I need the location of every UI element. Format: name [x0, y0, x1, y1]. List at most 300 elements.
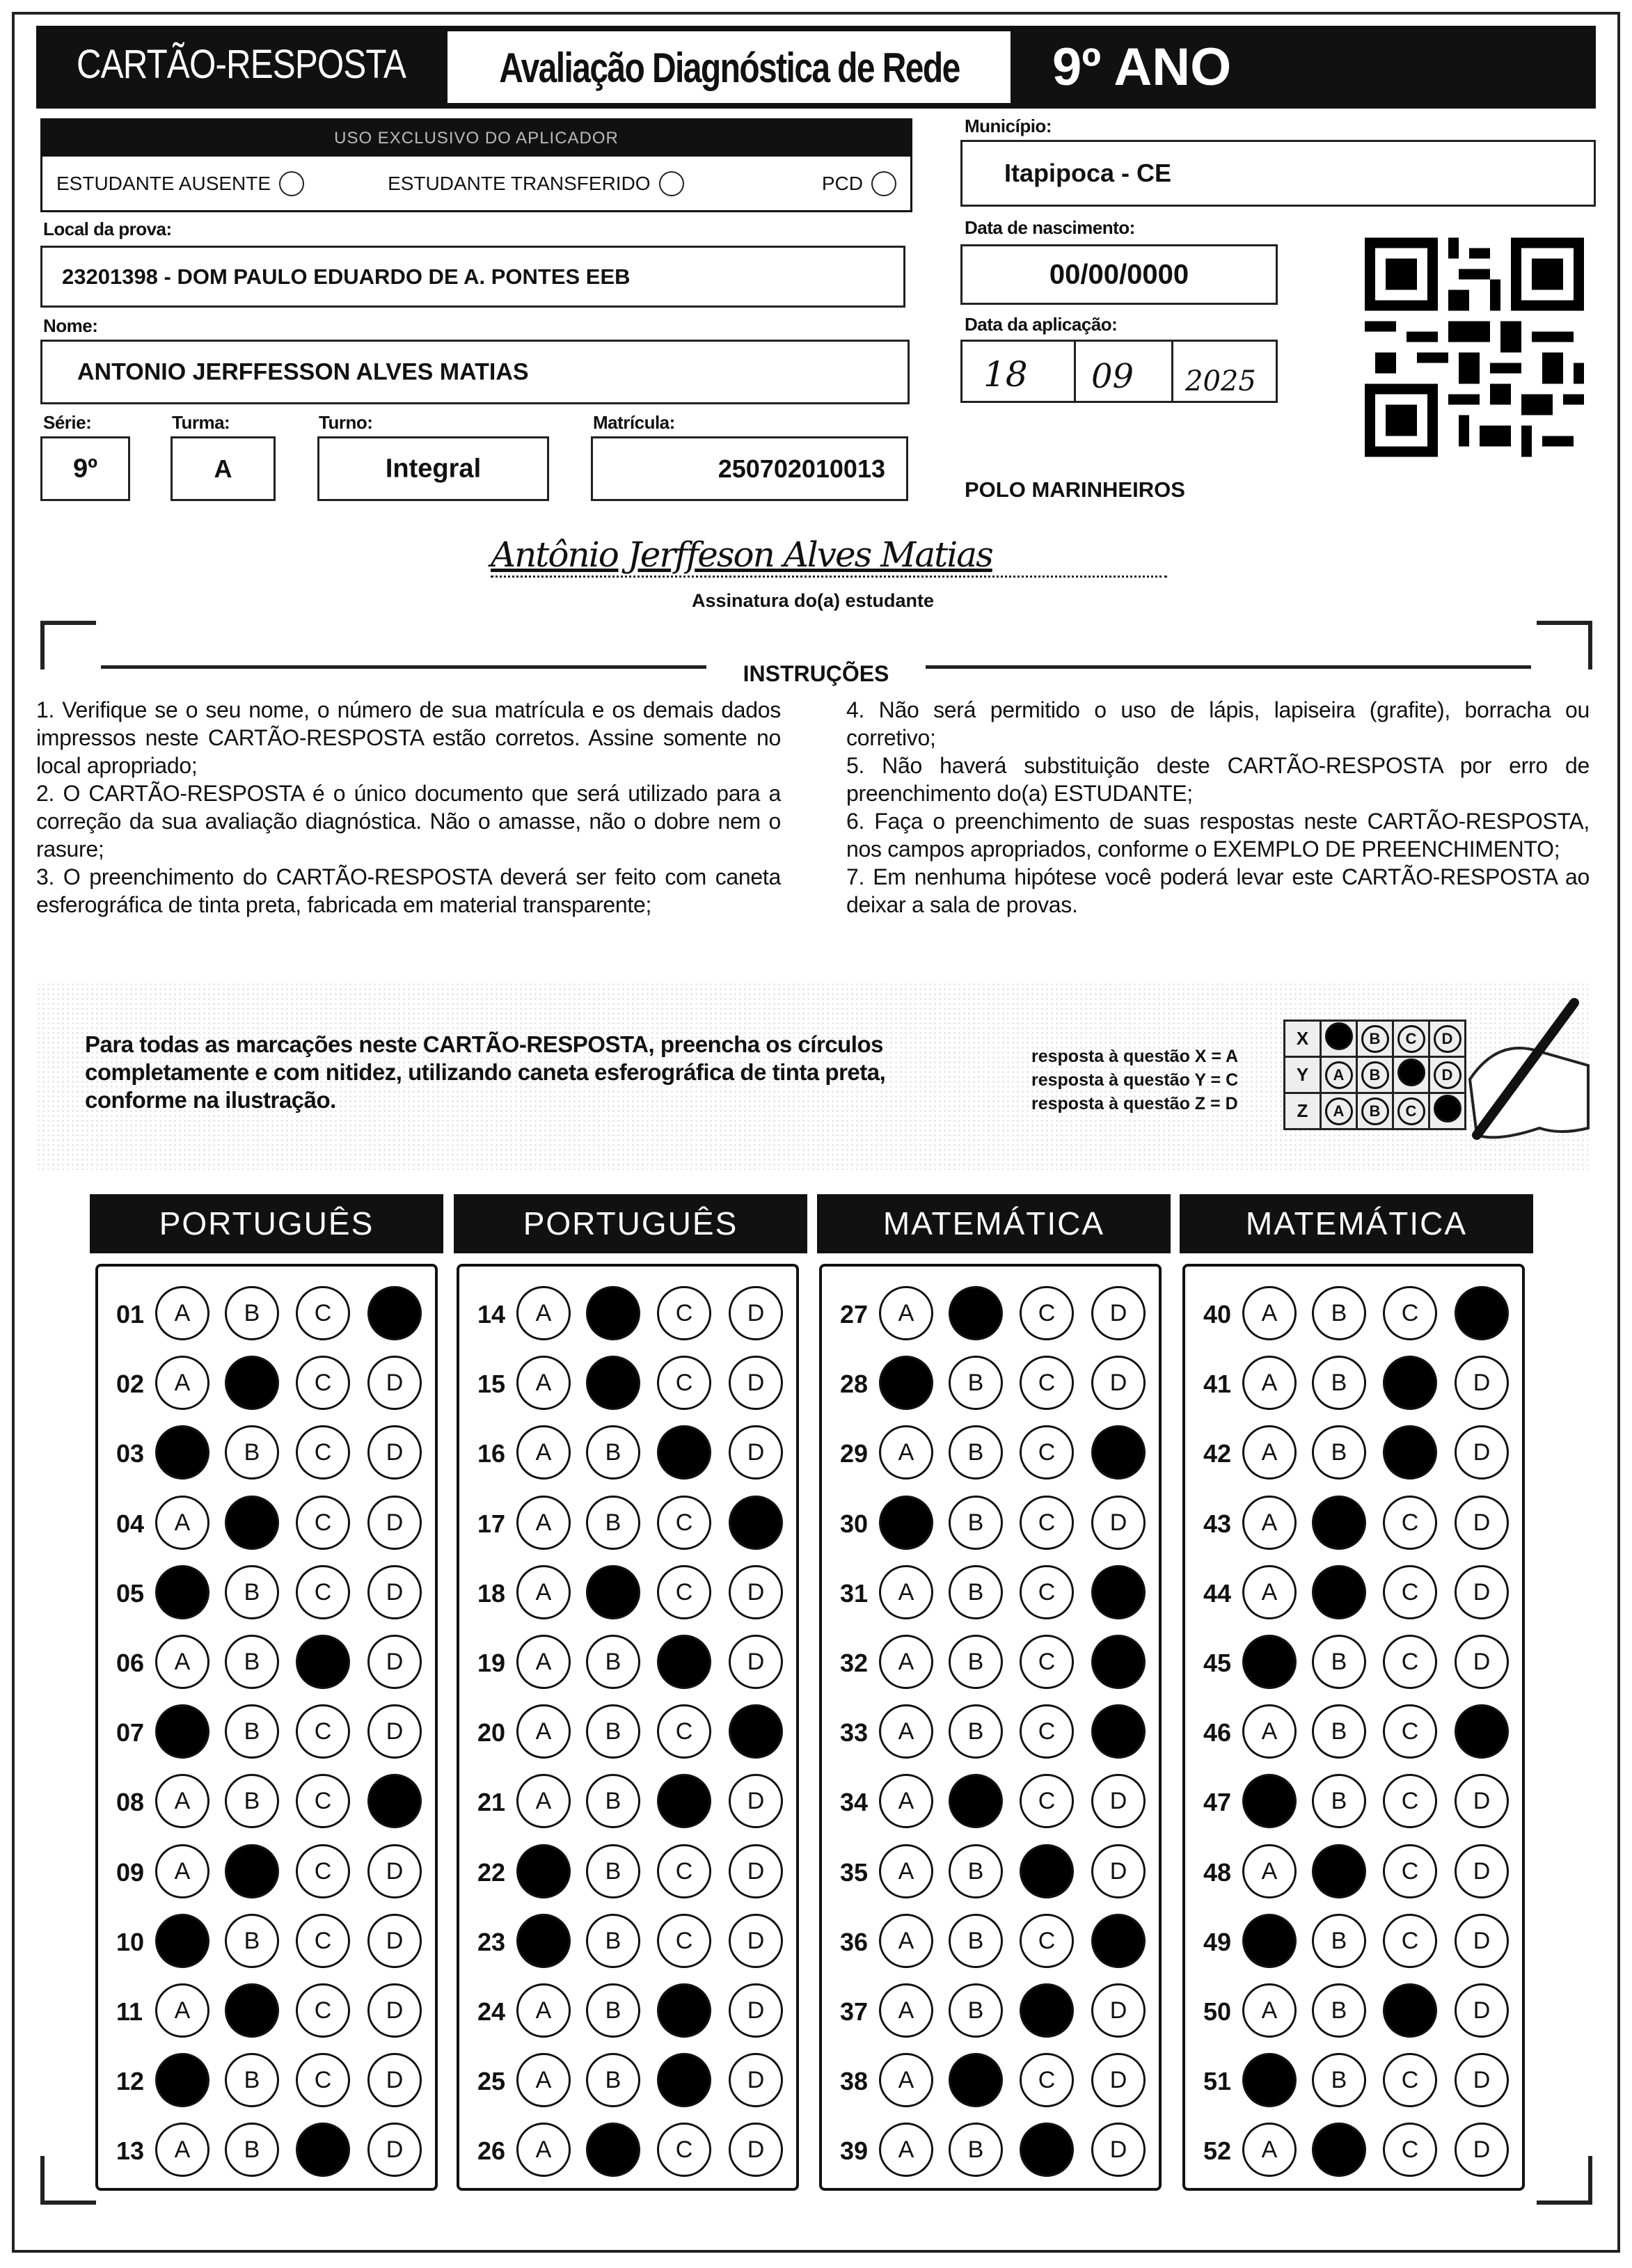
answer-bubble-a[interactable] [516, 1914, 571, 1968]
answer-bubble-c[interactable]: C [1020, 1914, 1074, 1968]
answer-bubble-d[interactable]: D [1091, 2053, 1146, 2107]
answer-bubble-c[interactable] [657, 1774, 711, 1828]
answer-row [459, 1425, 796, 1481]
answer-bubble-a[interactable]: A [155, 2123, 209, 2177]
example-bubble: B [1361, 1097, 1389, 1125]
answer-bubble-d[interactable]: D [367, 1635, 422, 1689]
answer-bubble-d[interactable]: D [367, 1983, 422, 2038]
answer-row [459, 1496, 796, 1551]
answer-bubble-b[interactable]: B [225, 1914, 279, 1968]
answer-bubble-d[interactable]: D [367, 1356, 422, 1410]
question-number: 01 [116, 1300, 145, 1329]
turno-field [317, 436, 549, 501]
answer-bubble-a[interactable]: A [516, 1286, 571, 1340]
answer-bubble-c[interactable] [1020, 1844, 1074, 1898]
answer-bubble-d[interactable]: D [729, 1983, 783, 2038]
example-question-label: Y [1285, 1057, 1321, 1093]
answer-bubble-d[interactable]: D [1091, 1983, 1146, 2038]
answer-row [1185, 1704, 1522, 1760]
answer-bubble-c[interactable]: C [1383, 1774, 1437, 1828]
answer-bubble-a[interactable]: A [879, 1774, 933, 1828]
answer-bubble-a[interactable]: A [516, 2123, 571, 2177]
answer-bubble-b[interactable] [1312, 1565, 1366, 1619]
question-number: 50 [1203, 1997, 1232, 2026]
answer-bubble-b[interactable]: B [949, 1844, 1003, 1898]
example-answer-x: resposta à questão X = A [1031, 1047, 1239, 1066]
answer-bubble-b[interactable] [586, 1286, 640, 1340]
answer-bubble-d[interactable]: D [1455, 1356, 1509, 1410]
answer-bubble-a[interactable]: A [155, 1356, 209, 1410]
answer-bubble-b[interactable]: B [949, 1635, 1003, 1689]
pcd-bubble[interactable] [871, 171, 896, 196]
application-year: 2025 [1185, 365, 1256, 397]
question-number: 49 [1203, 1927, 1232, 1956]
answer-bubble-a[interactable] [1242, 1914, 1297, 1968]
answer-bubble-c[interactable]: C [296, 1496, 350, 1550]
answer-bubble-d[interactable]: D [1455, 1774, 1509, 1828]
answer-bubble-a[interactable] [155, 1914, 209, 1968]
question-number: 37 [840, 1997, 869, 2026]
divider [926, 665, 1531, 669]
answer-bubble-a[interactable] [516, 1844, 571, 1898]
birthdate-value: 00/00/0000 [1049, 259, 1189, 290]
answer-bubble-d[interactable] [1091, 1425, 1146, 1480]
question-number: 34 [840, 1788, 869, 1817]
answer-bubble-c[interactable] [657, 2053, 711, 2107]
answer-bubble-a[interactable] [155, 2053, 209, 2107]
question-number: 05 [116, 1578, 145, 1608]
answer-bubble-c[interactable] [1020, 1983, 1074, 2038]
question-number: 12 [116, 2067, 145, 2096]
answer-bubble-d[interactable] [1091, 1704, 1146, 1759]
answer-bubble-c[interactable]: C [657, 1914, 711, 1968]
answer-bubble-c[interactable]: C [296, 1914, 350, 1968]
answer-bubble-c[interactable]: C [296, 2053, 350, 2107]
answer-bubble-d[interactable]: D [1455, 1425, 1509, 1480]
turma-field [171, 436, 276, 501]
answer-bubble-c[interactable]: C [1020, 1774, 1074, 1828]
answer-bubble-b[interactable]: B [949, 2123, 1003, 2177]
question-number: 09 [116, 1857, 145, 1887]
answer-bubble-b[interactable]: B [586, 1425, 640, 1480]
answer-bubble-b[interactable]: B [949, 1704, 1003, 1759]
question-number: 16 [477, 1439, 506, 1468]
answer-bubble-d[interactable]: D [1455, 1914, 1509, 1968]
answer-row [459, 2123, 796, 2178]
answer-bubble-c[interactable]: C [296, 1774, 350, 1828]
answer-bubble-c[interactable]: C [296, 1356, 350, 1410]
answer-bubble-b[interactable]: B [586, 2053, 640, 2107]
answer-bubble-b[interactable]: B [1312, 1774, 1366, 1828]
answer-bubble-b[interactable]: B [225, 1704, 279, 1759]
answer-bubble-b[interactable] [949, 2053, 1003, 2107]
answer-bubble-a[interactable]: A [879, 1565, 933, 1619]
answer-row [459, 1774, 796, 1830]
answer-bubble-b[interactable]: B [586, 1496, 640, 1550]
answer-row [459, 1286, 796, 1342]
answer-bubble-a[interactable]: A [1242, 1565, 1297, 1619]
answer-bubble-a[interactable]: A [516, 1774, 571, 1828]
matricula-field [591, 436, 908, 501]
example-cell [1321, 1021, 1357, 1057]
answer-bubble-d[interactable]: D [367, 2123, 422, 2177]
answer-bubble-d[interactable]: D [367, 1565, 422, 1619]
answer-bubble-d[interactable]: D [729, 2123, 783, 2177]
answer-bubble-d[interactable]: D [1455, 2123, 1509, 2177]
answer-bubble-c[interactable]: C [657, 1704, 711, 1759]
question-number: 20 [477, 1718, 506, 1747]
answer-bubble-c[interactable]: C [1020, 1286, 1074, 1340]
answer-bubble-d[interactable]: D [367, 1496, 422, 1550]
question-number: 52 [1203, 2136, 1232, 2166]
example-cell [1357, 1057, 1393, 1093]
answer-row [459, 1704, 796, 1760]
answer-bubble-a[interactable]: A [879, 1914, 933, 1968]
example-bubble [1325, 1022, 1353, 1050]
answer-bubble-b[interactable]: B [949, 1496, 1003, 1550]
answer-bubble-d[interactable]: D [729, 2053, 783, 2107]
answer-bubble-a[interactable]: A [879, 1983, 933, 2038]
answer-bubble-c[interactable] [657, 1425, 711, 1480]
answer-bubble-b[interactable]: B [225, 2053, 279, 2107]
answer-bubble-d[interactable]: D [367, 1914, 422, 1968]
question-number: 21 [477, 1788, 506, 1817]
answer-bubble-a[interactable]: A [516, 1983, 571, 2038]
answer-bubble-b[interactable]: B [949, 1565, 1003, 1619]
answer-bubble-b[interactable] [1312, 1496, 1366, 1550]
question-number: 47 [1203, 1788, 1232, 1817]
answer-bubble-b[interactable] [586, 1565, 640, 1619]
answer-bubble-d[interactable]: D [729, 1565, 783, 1619]
answer-bubble-c[interactable]: C [657, 1356, 711, 1410]
answer-bubble-a[interactable]: A [516, 2053, 571, 2107]
answer-bubble-c[interactable]: C [1020, 1704, 1074, 1759]
answer-bubble-d[interactable]: D [729, 1774, 783, 1828]
answer-row [822, 1983, 1159, 2039]
answer-bubble-c[interactable]: C [657, 1844, 711, 1898]
answer-bubble-a[interactable] [879, 1356, 933, 1410]
answer-row [822, 1914, 1159, 1969]
answer-bubble-d[interactable]: D [1091, 1496, 1146, 1550]
question-number: 44 [1203, 1578, 1232, 1608]
answer-bubble-d[interactable]: D [367, 1844, 422, 1898]
section-header: PORTUGUÊS [454, 1194, 807, 1253]
answer-bubble-a[interactable] [155, 1425, 209, 1480]
answer-bubble-d[interactable]: D [729, 1286, 783, 1340]
answer-bubble-b[interactable] [586, 1356, 640, 1410]
answer-bubble-a[interactable]: A [155, 1983, 209, 2038]
answer-bubble-a[interactable] [155, 1704, 209, 1759]
answer-row [1185, 1914, 1522, 1969]
answer-bubble-b[interactable]: B [1312, 1286, 1366, 1340]
answer-bubble-c[interactable] [1383, 1425, 1437, 1480]
answer-bubble-c[interactable]: C [657, 1286, 711, 1340]
answer-bubble-a[interactable] [879, 1496, 933, 1550]
answer-bubble-a[interactable]: A [1242, 1286, 1297, 1340]
example-cell [1321, 1057, 1357, 1093]
answer-bubble-c[interactable]: C [1020, 1496, 1074, 1550]
answer-bubble-a[interactable]: A [516, 1704, 571, 1759]
answer-bubble-d[interactable]: D [1091, 1356, 1146, 1410]
answer-bubble-c[interactable]: C [657, 1496, 711, 1550]
answer-bubble-c[interactable]: C [1383, 1286, 1437, 1340]
answer-bubble-b[interactable]: B [949, 1356, 1003, 1410]
answer-bubble-d[interactable] [1455, 1704, 1509, 1759]
example-bubble: B [1361, 1025, 1389, 1053]
answer-row [1185, 1286, 1522, 1342]
answer-bubble-d[interactable]: D [1455, 1635, 1509, 1689]
signature-line [491, 522, 1167, 578]
answer-bubble-a[interactable]: A [155, 1635, 209, 1689]
answer-bubble-a[interactable]: A [1242, 2123, 1297, 2177]
answer-bubble-d[interactable] [1091, 1565, 1146, 1619]
answer-bubble-c[interactable]: C [1383, 2053, 1437, 2107]
answer-bubble-b[interactable]: B [1312, 1914, 1366, 1968]
answer-bubble-b[interactable]: B [225, 1774, 279, 1828]
example-cell [1393, 1057, 1429, 1093]
question-number: 38 [840, 2067, 869, 2096]
answer-row [98, 2123, 435, 2178]
answer-bubble-a[interactable]: A [1242, 1983, 1297, 2038]
question-number: 04 [116, 1509, 145, 1538]
answer-bubble-c[interactable]: C [296, 1565, 350, 1619]
serie-label: Série: [43, 412, 92, 433]
answer-row [459, 1983, 796, 2039]
answer-bubble-b[interactable]: B [225, 1425, 279, 1480]
answer-bubble-d[interactable]: D [367, 1704, 422, 1759]
example-cell [1357, 1093, 1393, 1129]
answer-bubble-a[interactable]: A [155, 1286, 209, 1340]
question-number: 06 [116, 1649, 145, 1677]
answer-bubble-b[interactable]: B [949, 1914, 1003, 1968]
answer-bubble-b[interactable] [949, 1774, 1003, 1828]
answer-bubble-b[interactable]: B [225, 1565, 279, 1619]
answer-bubble-b[interactable] [949, 1286, 1003, 1340]
answer-bubble-c[interactable]: C [296, 1983, 350, 2038]
question-number: 23 [477, 1927, 506, 1956]
question-number: 13 [116, 2136, 145, 2166]
answer-bubble-b[interactable] [225, 1844, 279, 1898]
absent-bubble[interactable] [279, 171, 304, 196]
answer-bubble-b[interactable]: B [225, 1286, 279, 1340]
answer-row [822, 1635, 1159, 1690]
answer-row [98, 2053, 435, 2109]
answer-bubble-d[interactable]: D [1455, 1565, 1509, 1619]
question-number: 48 [1203, 1857, 1232, 1887]
answer-bubble-c[interactable] [1383, 1356, 1437, 1410]
answer-bubble-c[interactable]: C [1020, 1425, 1074, 1480]
answer-bubble-b[interactable]: B [1312, 2053, 1366, 2107]
turma-label: Turma: [172, 412, 230, 433]
corner-mark [40, 621, 96, 669]
answer-bubble-a[interactable]: A [1242, 1356, 1297, 1410]
answer-bubble-c[interactable]: C [296, 1286, 350, 1340]
answer-bubble-a[interactable]: A [879, 2053, 933, 2107]
answer-bubble-c[interactable]: C [1020, 2053, 1074, 2107]
answer-bubble-c[interactable]: C [1383, 1635, 1437, 1689]
answer-bubble-a[interactable]: A [155, 1774, 209, 1828]
answer-bubble-c[interactable] [296, 2123, 350, 2177]
answer-bubble-a[interactable] [155, 1565, 209, 1619]
evaluation-title: Avaliação Diagnóstica de Rede [498, 45, 960, 91]
answer-bubble-b[interactable]: B [586, 1844, 640, 1898]
answer-bubble-b[interactable] [1312, 2123, 1366, 2177]
answer-bubble-a[interactable]: A [516, 1565, 571, 1619]
application-month: 09 [1091, 357, 1134, 396]
answer-bubble-d[interactable]: D [1455, 1983, 1509, 2038]
answer-bubble-d[interactable] [1455, 1286, 1509, 1340]
answer-bubble-b[interactable]: B [1312, 1425, 1366, 1480]
answer-bubble-c[interactable]: C [1020, 1356, 1074, 1410]
example-section [36, 982, 1588, 1170]
answer-bubble-a[interactable]: A [1242, 1844, 1297, 1898]
answer-bubble-d[interactable]: D [367, 1425, 422, 1480]
answer-bubble-d[interactable]: D [729, 1356, 783, 1410]
answer-bubble-c[interactable]: C [296, 1425, 350, 1480]
answer-bubble-c[interactable]: C [1383, 1704, 1437, 1759]
example-bubble: C [1397, 1025, 1425, 1053]
answer-bubble-b[interactable]: B [586, 1914, 640, 1968]
answer-bubble-b[interactable]: B [949, 1425, 1003, 1480]
answer-bubble-b[interactable]: B [1312, 1635, 1366, 1689]
answer-bubble-a[interactable]: A [879, 1286, 933, 1340]
answer-bubble-d[interactable]: D [1091, 2123, 1146, 2177]
answer-bubble-c[interactable]: C [1383, 2123, 1437, 2177]
answer-bubble-b[interactable]: B [586, 1983, 640, 2038]
answer-bubble-c[interactable]: C [1383, 1565, 1437, 1619]
answer-bubble-a[interactable] [1242, 1635, 1297, 1689]
answer-bubble-d[interactable]: D [1455, 1844, 1509, 1898]
answer-bubble-c[interactable]: C [1020, 1635, 1074, 1689]
answer-bubble-d[interactable] [1091, 1635, 1146, 1689]
answer-bubble-d[interactable] [729, 1496, 783, 1550]
answer-row [459, 1356, 796, 1411]
answer-bubble-a[interactable]: A [879, 1635, 933, 1689]
question-number: 17 [477, 1509, 506, 1538]
example-answers [1031, 1045, 1238, 1116]
answer-bubble-a[interactable]: A [516, 1496, 571, 1550]
answer-bubble-c[interactable]: C [296, 1704, 350, 1759]
answer-bubble-c[interactable]: C [1383, 1844, 1437, 1898]
answer-bubble-d[interactable]: D [729, 1635, 783, 1689]
answer-bubble-a[interactable]: A [155, 1844, 209, 1898]
answer-bubble-b[interactable]: B [225, 2123, 279, 2177]
transferred-bubble[interactable] [659, 171, 684, 196]
answer-bubble-c[interactable] [657, 1983, 711, 2038]
answer-bubble-d[interactable]: D [729, 1914, 783, 1968]
question-number: 07 [116, 1718, 145, 1747]
answer-bubble-a[interactable]: A [1242, 1425, 1297, 1480]
answer-bubble-b[interactable]: B [586, 1704, 640, 1759]
example-text: Para todas as marcações neste CARTÃO-RESPOSTA, preencha os círculos completamente e com nitidez, utilizando caneta esferográfica de tinta preta, conforme na ilustração. [85, 1031, 886, 1113]
answer-bubble-b[interactable] [1312, 1844, 1366, 1898]
answer-bubble-a[interactable]: A [1242, 1704, 1297, 1759]
answer-bubble-c[interactable]: C [657, 2123, 711, 2177]
example-bubble: D [1434, 1025, 1461, 1053]
answer-bubble-d[interactable]: D [1091, 1774, 1146, 1828]
answer-bubble-d[interactable]: D [1091, 1286, 1146, 1340]
answer-bubble-b[interactable]: B [1312, 1983, 1366, 2038]
answer-row [459, 1914, 796, 1969]
answer-row [98, 1635, 435, 1690]
answer-bubble-b[interactable] [225, 1983, 279, 2038]
answer-bubble-a[interactable]: A [879, 1704, 933, 1759]
answer-bubble-a[interactable]: A [879, 2123, 933, 2177]
answer-bubble-d[interactable]: D [729, 1844, 783, 1898]
answer-bubble-b[interactable]: B [1312, 1704, 1366, 1759]
answer-bubble-d[interactable] [367, 1286, 422, 1340]
answer-bubble-a[interactable]: A [516, 1425, 571, 1480]
answer-bubble-a[interactable]: A [1242, 1496, 1297, 1550]
question-number: 25 [477, 2067, 506, 2096]
grade-title: 9º ANO [1052, 38, 1232, 97]
answer-bubble-b[interactable]: B [1312, 1356, 1366, 1410]
answer-bubble-a[interactable]: A [516, 1635, 571, 1689]
answer-bubble-b[interactable]: B [949, 1983, 1003, 2038]
answer-bubble-d[interactable] [729, 1704, 783, 1759]
answer-row [822, 1496, 1159, 1551]
answer-bubble-a[interactable]: A [879, 1425, 933, 1480]
answer-bubble-c[interactable]: C [1383, 1496, 1437, 1550]
serie-value: 9º [72, 454, 97, 483]
answer-bubble-d[interactable]: D [1455, 2053, 1509, 2107]
answer-bubble-a[interactable]: A [879, 1844, 933, 1898]
question-number: 03 [116, 1439, 145, 1468]
answer-bubble-c[interactable] [1020, 2123, 1074, 2177]
answer-bubble-d[interactable]: D [729, 1425, 783, 1480]
answer-bubble-c[interactable] [657, 1635, 711, 1689]
answer-bubble-a[interactable] [1242, 1774, 1297, 1828]
answer-bubble-b[interactable] [225, 1496, 279, 1550]
answer-bubble-a[interactable]: A [155, 1496, 209, 1550]
signature-label: Assinatura do(a) estudante [691, 590, 935, 611]
question-number: 10 [116, 1927, 145, 1956]
answer-bubble-a[interactable]: A [516, 1356, 571, 1410]
answer-bubble-c[interactable]: C [657, 1565, 711, 1619]
section-header: PORTUGUÊS [90, 1194, 443, 1253]
answer-bubble-c[interactable]: C [296, 1844, 350, 1898]
example-row [1285, 1057, 1466, 1093]
answer-row [1185, 2123, 1522, 2178]
question-number: 35 [840, 1857, 869, 1887]
answer-bubble-d[interactable] [367, 1774, 422, 1828]
answer-bubble-d[interactable]: D [367, 2053, 422, 2107]
answer-row [98, 1286, 435, 1342]
question-number: 27 [840, 1300, 869, 1329]
question-number: 39 [840, 2136, 869, 2166]
answer-bubble-a[interactable] [1242, 2053, 1297, 2107]
example-bubble: A [1325, 1061, 1353, 1089]
question-number: 46 [1203, 1718, 1232, 1747]
applicator-title: USO EXCLUSIVO DO APLICADOR [42, 120, 910, 157]
answer-bubble-d[interactable] [1091, 1914, 1146, 1968]
answer-bubble-b[interactable]: B [586, 1774, 640, 1828]
example-bubble [1397, 1058, 1425, 1086]
answer-row [98, 1425, 435, 1481]
answer-bubble-c[interactable]: C [1020, 1565, 1074, 1619]
answer-bubble-b[interactable] [586, 2123, 640, 2177]
answer-bubble-c[interactable] [1383, 1983, 1437, 2038]
answer-bubble-d[interactable]: D [1455, 1496, 1509, 1550]
answer-bubble-b[interactable] [225, 1356, 279, 1410]
answer-bubble-b[interactable]: B [225, 1635, 279, 1689]
answer-bubble-c[interactable] [296, 1635, 350, 1689]
question-number: 43 [1203, 1509, 1232, 1538]
section-header: MATEMÁTICA [1180, 1194, 1533, 1253]
answer-bubble-b[interactable]: B [586, 1635, 640, 1689]
answer-bubble-d[interactable]: D [1091, 1844, 1146, 1898]
answer-bubble-c[interactable]: C [1383, 1914, 1437, 1968]
